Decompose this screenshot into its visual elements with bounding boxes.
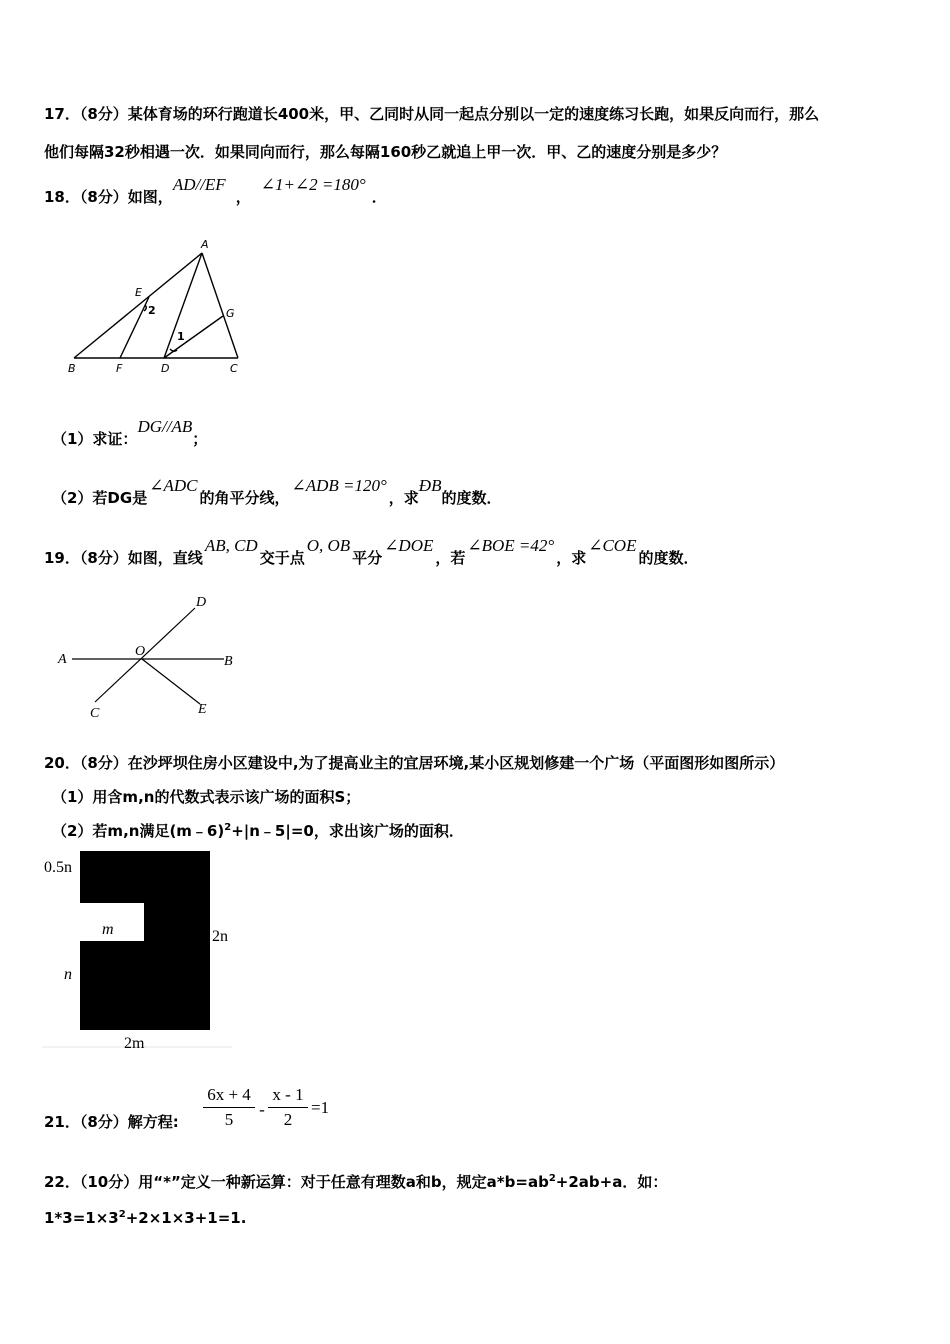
q17-line2: 他们每隔32秒相遇一次．如果同向而行，那么每隔160秒乙就追上甲一次．甲、乙的速度分别是多少？: [44, 143, 727, 161]
q22-line1-sup: 2: [548, 1173, 556, 1184]
q18-part2-math2: ∠ADB =120°: [291, 476, 387, 495]
q21-num1: 6x + 4: [203, 1085, 255, 1108]
fig19-label-O: O: [135, 644, 146, 659]
q19-math3: ∠DOE: [384, 536, 434, 555]
q18-figure: [60, 232, 260, 382]
fig20-label-m: m: [102, 921, 114, 938]
q19-b: 交于点: [259, 549, 305, 567]
q20-line3-sup: 2: [224, 822, 232, 833]
fig18-label-F: F: [116, 362, 123, 375]
q21-den1: 5: [224, 1110, 234, 1129]
q19-math4: ∠BOE =42°: [467, 536, 555, 555]
q21-rhs: =1: [311, 1098, 330, 1117]
fig20-label-n: n: [64, 966, 72, 983]
fig18-label-A: A: [201, 238, 209, 251]
q22-line1-b: +2ab+a．如：: [555, 1173, 668, 1191]
q21-fraction2: [268, 1085, 308, 1130]
q22-line2-sup: 2: [118, 1209, 126, 1220]
q21-num2: x - 1: [268, 1085, 308, 1108]
q21-prefix: 21．（8分）解方程:: [44, 1113, 179, 1131]
q22-line1-a: 22．（10分）用“*”定义一种新运算：对于任意有理数a和b，规定a*b=ab: [44, 1173, 549, 1191]
q18-end: ．: [371, 188, 387, 206]
q19-figure: [50, 588, 250, 723]
q18-stem: [44, 175, 387, 207]
fig20-label-2n: 2n: [212, 928, 228, 945]
q18-part2-d: 的度数．: [441, 489, 502, 507]
fig20-label-half-n: 0.5n: [44, 859, 72, 876]
q22-line2-b: +2×1×3+1=1.: [125, 1209, 247, 1227]
q18-math-angle-sum: ∠1+∠2 =180°: [260, 175, 366, 194]
q19-c: 平分: [352, 549, 383, 567]
fig18-label-G: G: [226, 307, 235, 320]
fig18-label-1: 1: [177, 330, 185, 343]
q20-line1: 20．（8分）在沙坪坝住房小区建设中,为了提高业主的宜居环境,某小区规划修建一个广场（平面图形如图所示）: [44, 754, 785, 772]
q18-math-parallel: AD//EF: [172, 175, 226, 194]
fig18-label-C: C: [230, 362, 238, 375]
fig19-label-D: D: [196, 595, 207, 610]
fig19-label-A: A: [58, 652, 67, 667]
q18-part1-end: ；: [192, 430, 208, 448]
fig18-label-D: D: [161, 362, 170, 375]
q22-line2: [44, 1209, 246, 1227]
q18-part2-math1: ∠ADC: [149, 476, 198, 495]
q18-part2-math3: ÐB: [418, 476, 442, 495]
q19-e: ，求: [556, 549, 587, 567]
fig19-label-C: C: [90, 706, 100, 721]
q21-minus: -: [259, 1100, 265, 1119]
q20-line3-b: +|n﹣5|=0，求出该广场的面积．: [231, 822, 464, 840]
fig20-label-2m: 2m: [124, 1035, 145, 1052]
fig19-label-E: E: [198, 702, 207, 717]
q18-part2-a: （2）若DG是: [52, 489, 148, 507]
q19-math5: ∠COE: [588, 536, 637, 555]
q21-fraction1: [203, 1085, 255, 1130]
q18-part1-prefix: （1）求证：: [52, 430, 138, 448]
q19-a: 19．（8分）如图，直线: [44, 549, 203, 567]
q19-math1: AB, CD: [204, 536, 258, 555]
q18-part1-math: DG//AB: [137, 417, 193, 436]
q20-figure: [42, 848, 237, 1058]
q21-den2: 2: [283, 1110, 293, 1129]
fig18-label-B: B: [68, 362, 76, 375]
q18-sep: ，: [235, 188, 251, 206]
q18-prefix: 18．（8分）如图，: [44, 188, 173, 206]
q22-line2-a: 1*3=1×3: [44, 1209, 119, 1227]
fig18-label-E: E: [135, 286, 142, 299]
q20-line3: [52, 820, 464, 841]
q22-line1: [44, 1171, 667, 1192]
q20-line2: （1）用含m,n的代数式表示该广场的面积S；: [52, 788, 361, 806]
q18-part2-b: 的角平分线，: [199, 489, 290, 507]
q19-f: 的度数．: [638, 549, 699, 567]
q17-line1: 17．（8分）某体育场的环行跑道长400米，甲、乙同时从同一起点分别以一定的速度练习长跑，如果反向而行，那么: [44, 105, 820, 123]
fig19-label-B: B: [224, 654, 233, 669]
fig18-label-2: 2: [148, 304, 156, 317]
q18-part2-c: ，求: [388, 489, 419, 507]
q19-stem: [44, 536, 699, 568]
q19-d: ，若: [435, 549, 466, 567]
q18-part2: [52, 476, 502, 508]
q19-math2: O, OB: [306, 536, 351, 555]
q18-part1: [52, 417, 208, 449]
q20-line3-a: （2）若m,n满足(m﹣6): [52, 822, 225, 840]
